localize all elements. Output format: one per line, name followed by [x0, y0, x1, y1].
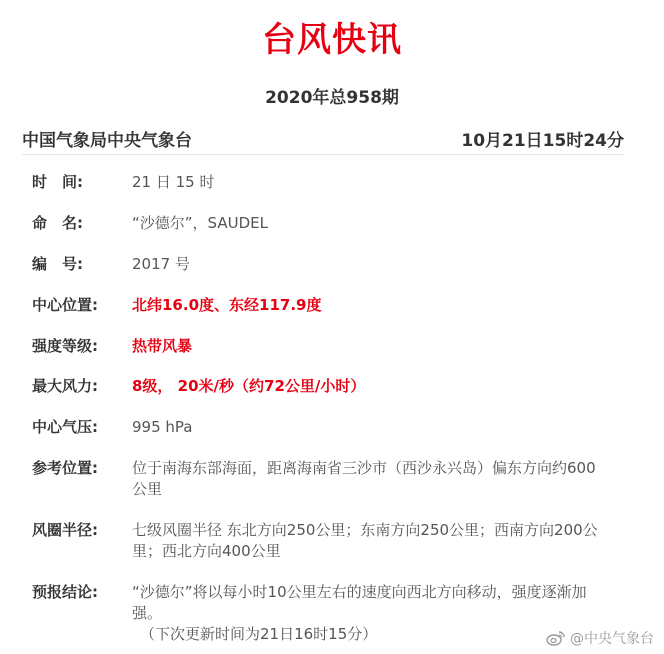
- row-value: 995 hPa: [132, 418, 193, 436]
- row-value: 热带风暴: [132, 337, 193, 355]
- forecast-text: “沙德尔”将以每小时10公里左右的速度向西北方向移动，强度逐渐加强。: [132, 583, 587, 622]
- row-label: 强度等级:: [32, 337, 98, 355]
- issue-time: 10月21日15时24分: [461, 131, 624, 151]
- agency-name: 中国气象局中央气象台: [22, 131, 192, 151]
- row-value: “沙德尔”，SAUDEL: [132, 214, 268, 232]
- row-label: 风圈半径:: [32, 521, 98, 539]
- page-title: 台风快讯: [262, 20, 402, 60]
- row-label: 时 间:: [32, 173, 83, 191]
- row-label: 中心位置:: [32, 296, 98, 314]
- header-row: [22, 126, 624, 155]
- watermark: [546, 628, 654, 648]
- row-value: 七级风圈半径 东北方向250公里；东南方向250公里；西南方向200公里；西北方向400公里: [132, 521, 598, 560]
- row-value: 8级， 20米/秒（约72公里/小时）: [132, 377, 366, 395]
- row-value: 2017 号: [132, 255, 190, 273]
- weibo-icon: [546, 630, 566, 646]
- row-label: 命 名:: [32, 214, 83, 232]
- row-value: 21 日 15 时: [132, 173, 215, 191]
- next-update-note: （下次更新时间为21日16时15分）: [140, 625, 378, 643]
- watermark-text: @中央气象台: [570, 631, 654, 647]
- row-value: 北纬16.0度、东经117.9度: [132, 296, 322, 314]
- row-label: 预报结论:: [32, 583, 98, 601]
- row-value: 位于南海东部海面，距离海南省三沙市（西沙永兴岛）偏东方向约600公里: [132, 459, 596, 498]
- row-value: [132, 582, 607, 645]
- issue-number: 2020年总958期: [265, 88, 399, 108]
- row-label: 最大风力:: [32, 377, 98, 395]
- row-label: 参考位置:: [32, 459, 98, 477]
- row-label: 中心气压:: [32, 418, 98, 436]
- row-label: 编 号:: [32, 255, 83, 273]
